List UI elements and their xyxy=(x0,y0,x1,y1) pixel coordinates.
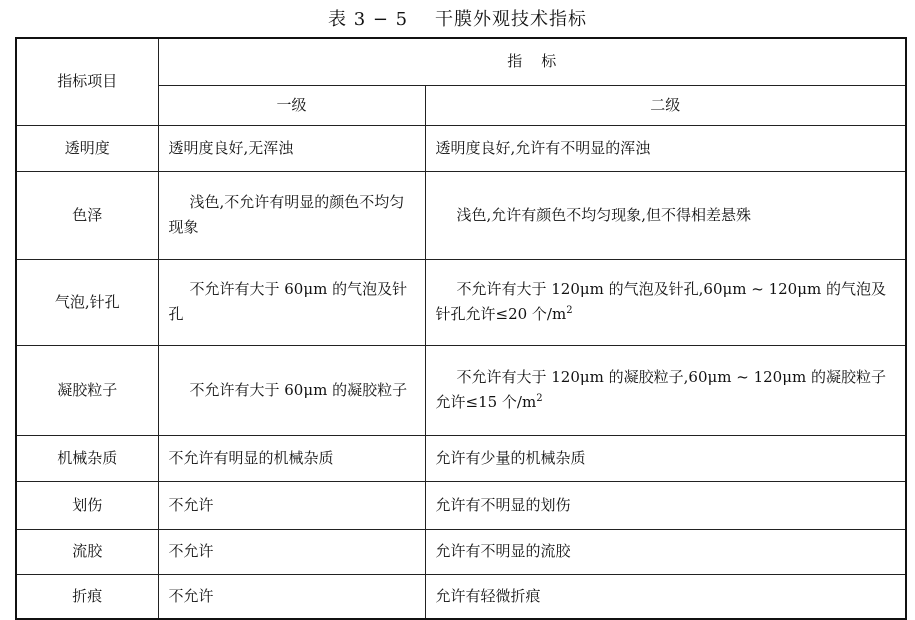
header-grade2: 二级 xyxy=(425,85,906,125)
row-grade1: 不允许 xyxy=(158,574,425,619)
row-item: 气泡,针孔 xyxy=(16,259,158,345)
row-grade2-text: 不允许有大于 120μm 的凝胶粒子,60μm ~ 120μm 的凝胶粒子允许≤15 个/m xyxy=(435,368,886,411)
unit-superscript: 2 xyxy=(536,393,543,404)
row-grade2: 透明度良好,允许有不明显的浑浊 xyxy=(425,125,906,171)
row-grade2: 浅色,允许有颜色不均匀现象,但不得相差悬殊 xyxy=(425,171,906,259)
row-grade2: 允许有不明显的流胶 xyxy=(425,529,906,574)
table-row xyxy=(16,481,906,529)
row-item: 流胶 xyxy=(16,529,158,574)
header-row-top xyxy=(16,38,906,85)
table-row xyxy=(16,345,906,435)
row-grade1: 不允许 xyxy=(158,481,425,529)
table-row xyxy=(16,529,906,574)
row-grade2: 允许有不明显的划伤 xyxy=(425,481,906,529)
row-item: 凝胶粒子 xyxy=(16,345,158,435)
row-grade1: 透明度良好,无浑浊 xyxy=(158,125,425,171)
row-grade1: 不允许有明显的机械杂质 xyxy=(158,435,425,481)
table-row xyxy=(16,574,906,619)
row-item: 色泽 xyxy=(16,171,158,259)
row-grade1: 浅色,不允许有明显的颜色不均匀现象 xyxy=(158,171,425,259)
row-grade1: 不允许 xyxy=(158,529,425,574)
table-row xyxy=(16,259,906,345)
row-grade2 xyxy=(425,259,906,345)
table-row xyxy=(16,171,906,259)
table-row xyxy=(16,435,906,481)
row-grade2: 允许有轻微折痕 xyxy=(425,574,906,619)
row-grade1: 不允许有大于 60μm 的气泡及针孔 xyxy=(158,259,425,345)
header-grade1: 一级 xyxy=(158,85,425,125)
unit-superscript: 2 xyxy=(566,305,573,316)
header-indicator: 指 标 xyxy=(158,38,906,85)
row-item: 划伤 xyxy=(16,481,158,529)
spec-table xyxy=(15,37,907,620)
header-item: 指标项目 xyxy=(16,38,158,125)
table-row xyxy=(16,125,906,171)
row-item: 机械杂质 xyxy=(16,435,158,481)
table-caption: 表 3 − 5 干膜外观技术指标 xyxy=(327,9,588,30)
row-grade2-text: 不允许有大于 120μm 的气泡及针孔,60μm ~ 120μm 的气泡及针孔允许≤20 个/m xyxy=(435,280,886,323)
row-grade1: 不允许有大于 60μm 的凝胶粒子 xyxy=(158,345,425,435)
row-grade2 xyxy=(425,345,906,435)
row-item: 折痕 xyxy=(16,574,158,619)
row-grade2: 允许有少量的机械杂质 xyxy=(425,435,906,481)
row-item: 透明度 xyxy=(16,125,158,171)
